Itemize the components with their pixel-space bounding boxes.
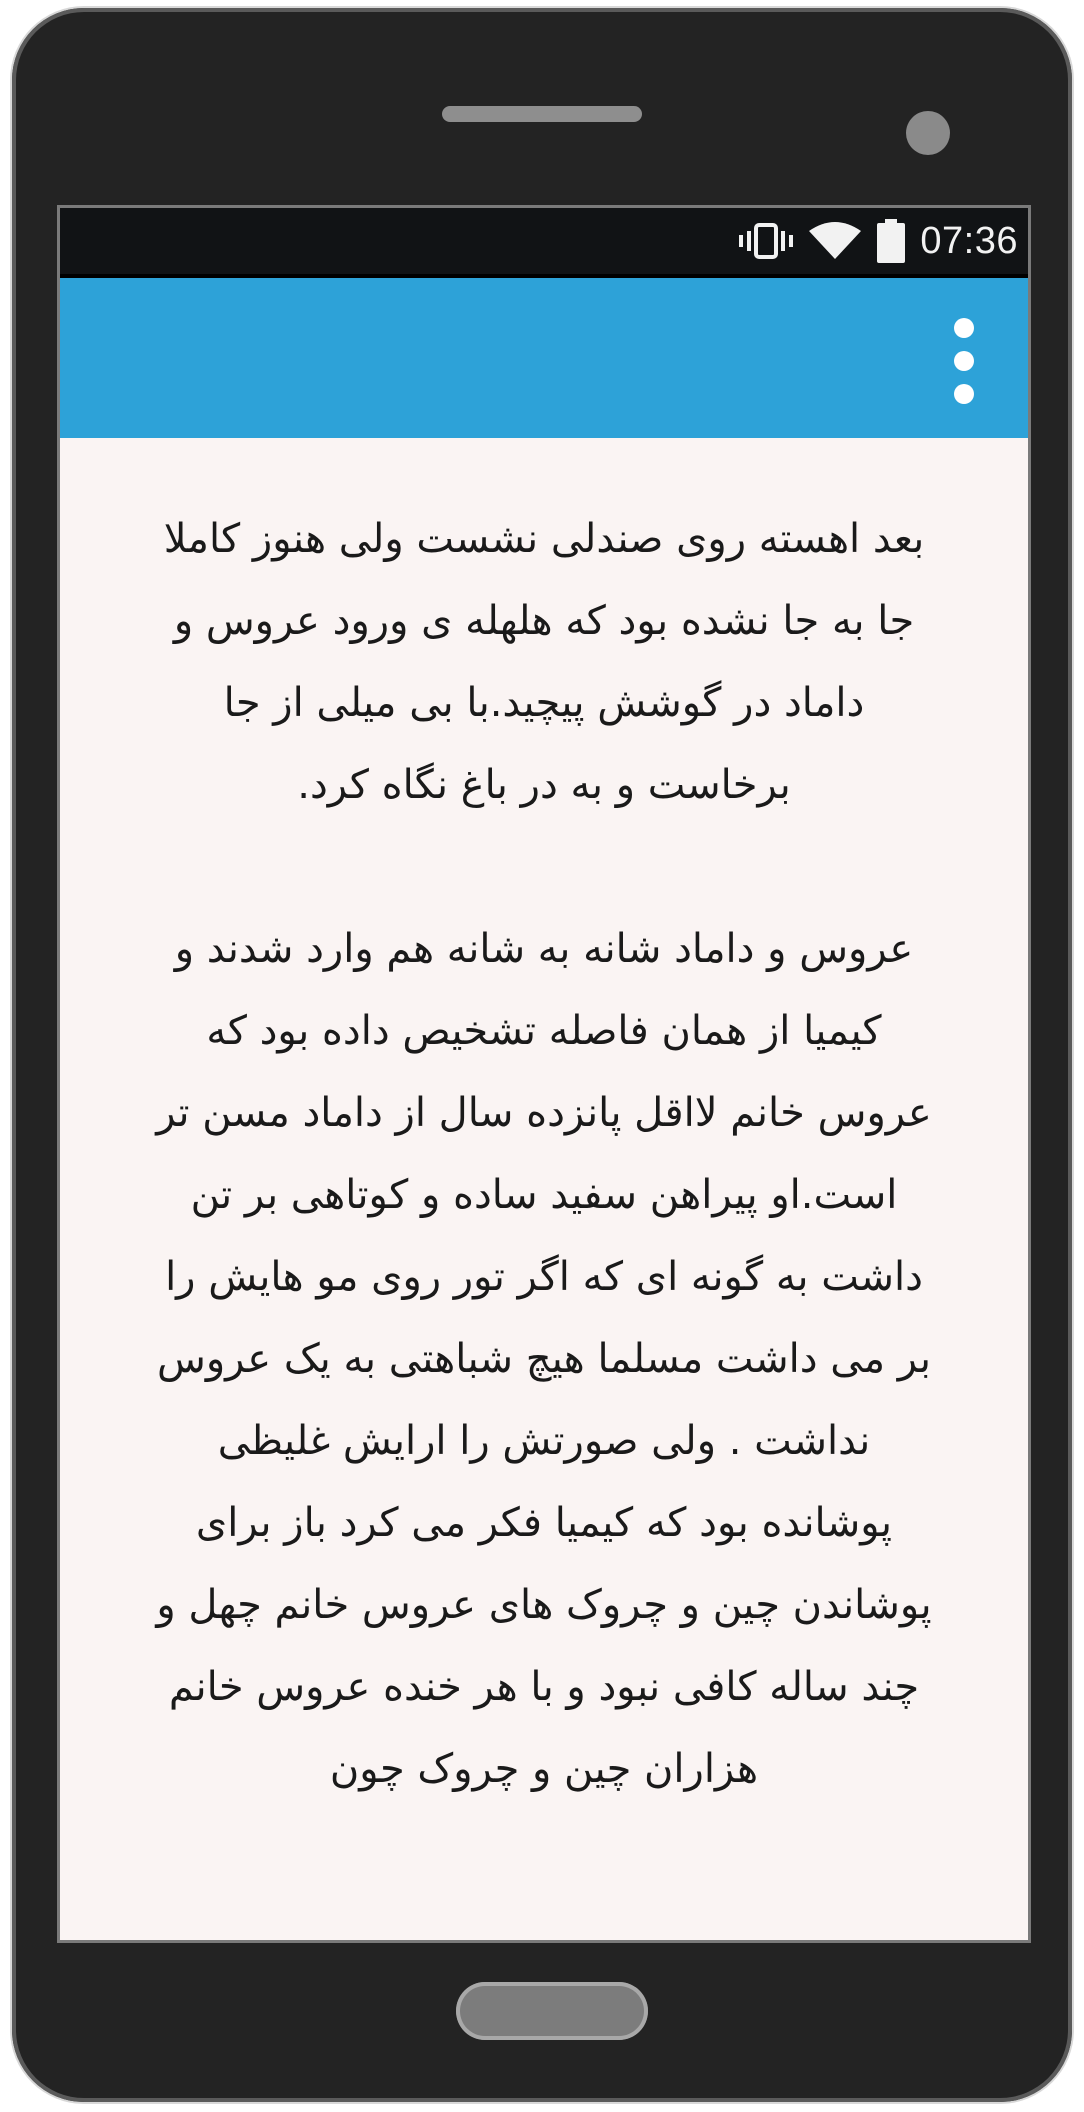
article-paragraph-2: عروس و داماد شانه به شانه هم وارد شدند و کیمیا از همان فاصله تشخیص داده بود که عروس خانم لااقل پانزده سال از داماد مسن تر است.او پیراهن سفید ساده و کوتاهی بر تن داشت به گونه ای که اگر تور روی مو هایش را بر می داشت مسلما هیچ شباهتی به یک عروس نداشت . ولی صورتش را ارایش غلیظی پوشانده بود که کیمیا فکر می کرد باز برای پوشاندن چین و چروک های عروس خانم چهل و چند ساله کافی نبود و با هر خنده عروس خانم هزاران چین و چروک چون bbox=[156, 926, 932, 1792]
content-scroll-area[interactable] bbox=[60, 438, 1028, 1940]
menu-dot bbox=[954, 351, 974, 371]
wifi-icon bbox=[808, 221, 862, 261]
status-bar bbox=[60, 208, 1028, 278]
article-paragraph-1: بعد اهسته روی صندلی نشست ولی هنوز کاملا جا به جا نشده بود که هلهله ی ورود عروس و داماد در گوشش پیچید.با بی میلی از جا برخاست و به در باغ نگاه کرد. bbox=[163, 516, 925, 808]
earpiece-speaker bbox=[442, 106, 642, 122]
home-button[interactable] bbox=[456, 1982, 648, 2040]
phone-frame bbox=[12, 8, 1072, 2102]
overflow-menu-icon[interactable] bbox=[944, 318, 984, 404]
front-camera bbox=[906, 111, 950, 155]
battery-icon bbox=[876, 219, 906, 263]
article-text bbox=[60, 438, 1028, 1810]
phone-screen bbox=[60, 208, 1028, 1940]
status-icons bbox=[738, 208, 1018, 274]
status-time: 07:36 bbox=[920, 219, 1018, 262]
app-bar bbox=[60, 278, 1028, 438]
menu-dot bbox=[954, 384, 974, 404]
vibrate-icon bbox=[738, 221, 794, 261]
menu-dot bbox=[954, 318, 974, 338]
